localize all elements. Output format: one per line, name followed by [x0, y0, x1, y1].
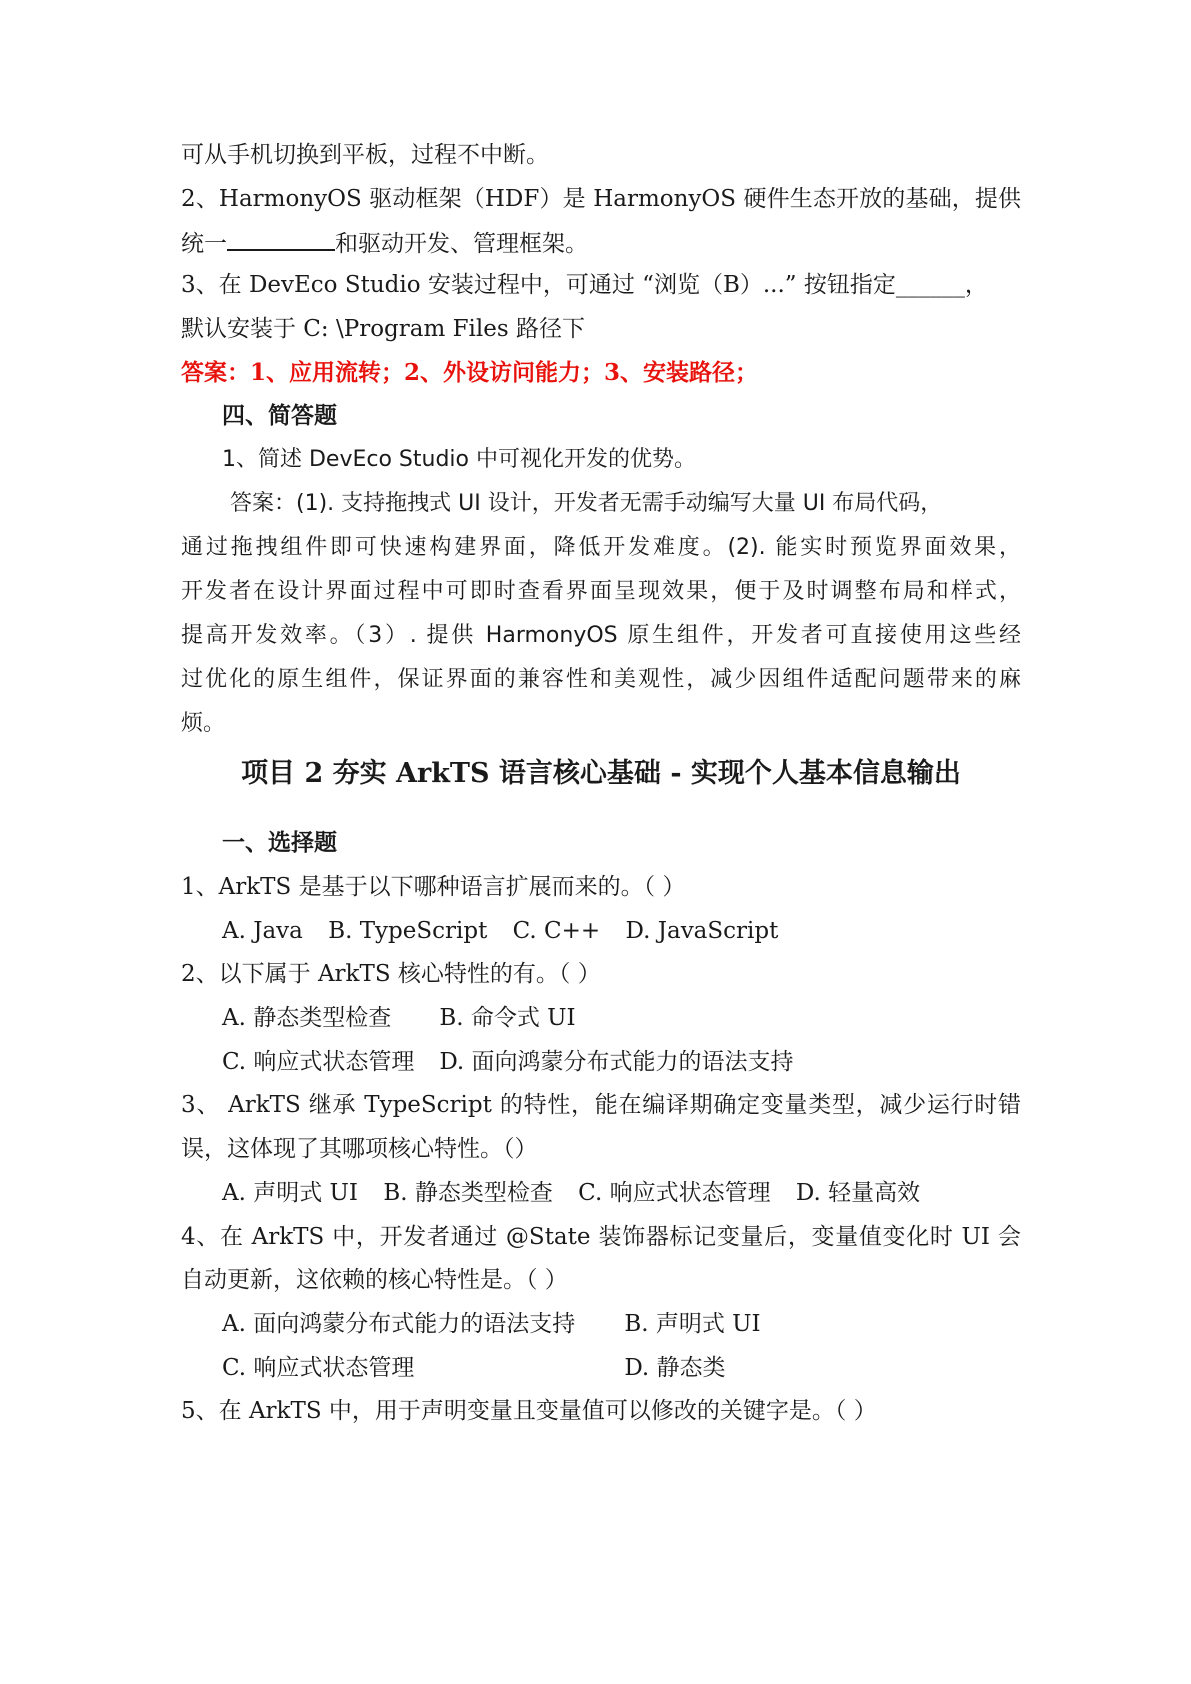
choice-question-3-line1: 3、 ArkTS 继承 TypeScript 的特性，能在编译期确定变量类型，减少运行时错 [181, 1092, 1021, 1118]
choice-question-1-options [222, 914, 1062, 948]
choice-question-2-options-row1 [222, 1001, 1062, 1035]
answer-line-4: 提高开发效率。（3）. 提供 HarmonyOS 原生组件，开发者可直接使用这些经 [181, 623, 1021, 648]
project-title: 项目 2 夯实 ArkTS 语言核心基础 - 实现个人基本信息输出 [241, 758, 961, 789]
option-a: A. 面向鸿蒙分布式能力的语法支持 [222, 1311, 576, 1337]
option-b: B. 静态类型检查 [383, 1180, 553, 1206]
choice-question-3-line2: 误，这体现了其哪项核心特性。（） [181, 1136, 538, 1162]
option-c: C. 响应式状态管理 [578, 1180, 771, 1206]
option-b: B. 声明式 UI [624, 1311, 761, 1337]
q3-blank: ______ [895, 272, 965, 298]
option-b: B. TypeScript [328, 918, 488, 944]
answer-line-6: 烦。 [181, 711, 226, 736]
option-d: D. 轻量高效 [795, 1180, 921, 1206]
answer-line-3: 开发者在设计界面过程中可即时查看界面呈现效果，便于及时调整布局和样式， [181, 579, 1021, 604]
answer-blank [227, 225, 335, 251]
continuation-line: 可从手机切换到平板，过程不中断。 [181, 142, 549, 168]
option-d: D. 静态类 [624, 1355, 726, 1381]
option-d: D. 面向鸿蒙分布式能力的语法支持 [439, 1049, 794, 1075]
section-heading-choice: 一、选择题 [222, 829, 337, 856]
choice-question-2-options-row2 [222, 1045, 1062, 1079]
choice-question-4-options-row2 [222, 1351, 1062, 1385]
choice-question-4-line1: 4、在 ArkTS 中，开发者通过 @State 装饰器标记变量后，变量值变化时 UI 会 [181, 1224, 1021, 1250]
option-a: A. Java [222, 918, 303, 944]
option-c: C. C++ [512, 918, 601, 944]
option-c: C. 响应式状态管理 [222, 1049, 415, 1075]
fill-question-3-line2: 默认安装于 C: \Program Files 路径下 [181, 316, 585, 342]
section-heading-short-answer: 四、简答题 [222, 402, 337, 429]
fill-answer: 答案：1、应用流转；2、外设访问能力；3、安装路径； [181, 359, 759, 386]
option-b: B. 命令式 UI [439, 1005, 576, 1031]
choice-question-4-line2: 自动更新，这依赖的核心特性是。（ ） [181, 1267, 568, 1293]
fill-question-3-line1 [181, 268, 1021, 302]
fill-question-2-line2 [181, 225, 1021, 261]
q3-text-pre: 3、在 DevEco Studio 安装过程中，可通过 “浏览（B）...” 按钮指定 [181, 272, 896, 298]
q2-text-post: 和驱动开发、管理框架。 [335, 231, 588, 257]
option-c: C. 响应式状态管理 [222, 1355, 415, 1381]
option-a: A. 声明式 UI [222, 1180, 359, 1206]
choice-question-3-options [222, 1176, 1062, 1210]
q3-text-post: ， [964, 272, 988, 298]
q2-text-pre: 统一 [181, 231, 227, 257]
fill-question-2-line1: 2、HarmonyOS 驱动框架（HDF）是 HarmonyOS 硬件生态开放的基础，提供 [181, 186, 1021, 212]
choice-question-2: 2、以下属于 ArkTS 核心特性的有。（ ） [181, 961, 601, 987]
answer-line-5: 过优化的原生组件，保证界面的兼容性和美观性，减少因组件适配问题带来的麻 [181, 667, 1021, 692]
answer-line-1: 答案：(1). 支持拖拽式 UI 设计，开发者无需手动编写大量 UI 布局代码， [230, 491, 943, 516]
choice-question-1: 1、ArkTS 是基于以下哪种语言扩展而来的。（ ） [181, 874, 686, 900]
short-question-1: 1、简述 DevEco Studio 中可视化开发的优势。 [222, 447, 696, 472]
choice-question-5: 5、在 ArkTS 中，用于声明变量且变量值可以修改的关键字是。（ ） [181, 1398, 877, 1424]
choice-question-4-options-row1 [222, 1307, 1062, 1341]
option-a: A. 静态类型检查 [222, 1005, 392, 1031]
option-d: D. JavaScript [625, 918, 779, 944]
answer-line-2: 通过拖拽组件即可快速构建界面，降低开发难度。(2). 能实时预览界面效果， [181, 535, 1021, 560]
